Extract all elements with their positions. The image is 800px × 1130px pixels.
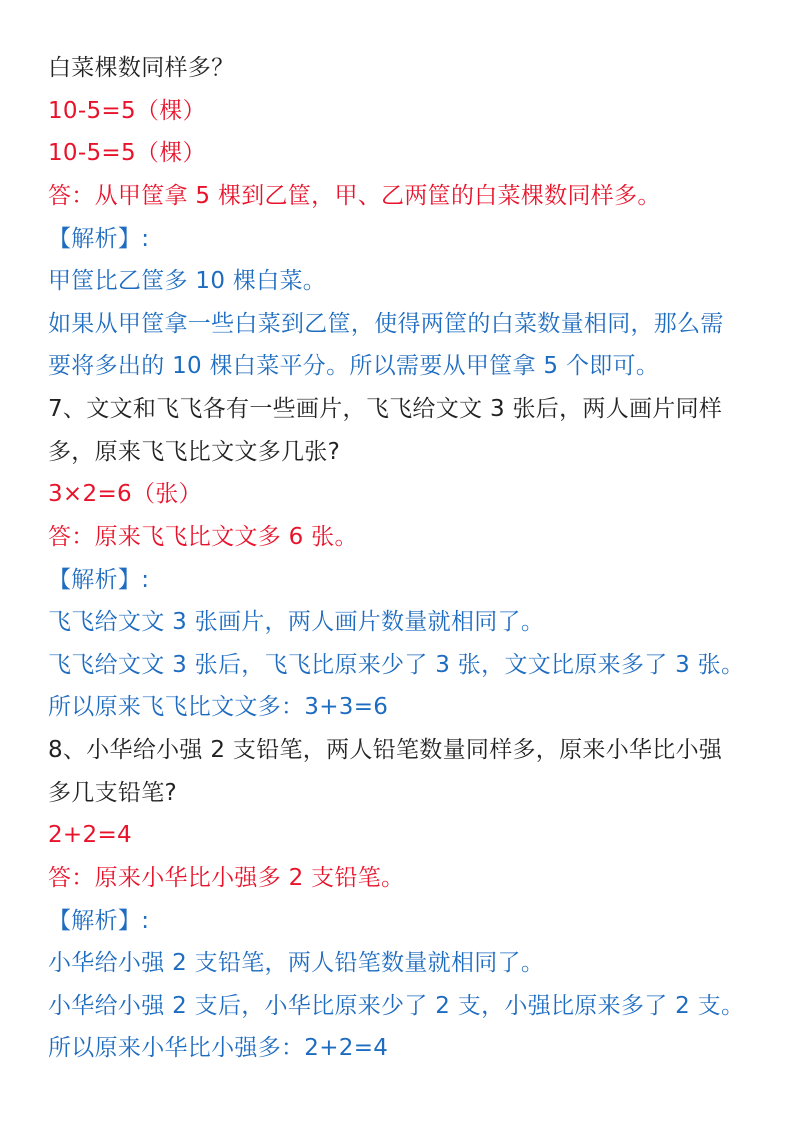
question-7: 7、文文和飞飞各有一些画片，飞飞给文文 3 张后，两人画片同样	[48, 396, 723, 422]
q8-analysis-line: 所以原来小华比小强多：2+2=4	[48, 1035, 389, 1061]
q8-analysis-heading: 【解析】:	[48, 908, 150, 934]
question-7-cont: 多，原来飞飞比文文多几张?	[48, 439, 341, 465]
question-8-cont: 多几支铅笔?	[48, 780, 178, 806]
q6-answer: 答：从甲筐拿 5 棵到乙筐，甲、乙两筐的白菜棵数同样多。	[48, 183, 661, 209]
q6-analysis-line: 甲筐比乙筐多 10 棵白菜。	[48, 268, 327, 294]
q6-calculation-1: 10-5=5（棵）	[48, 98, 206, 124]
q7-analysis-line: 飞飞给文文 3 张后，飞飞比原来少了 3 张，文文比原来多了 3 张。	[48, 652, 745, 678]
q7-answer: 答：原来飞飞比文文多 6 张。	[48, 524, 358, 550]
q8-analysis-line: 小华给小强 2 支铅笔，两人铅笔数量就相同了。	[48, 950, 545, 976]
q6-analysis-line: 要将多出的 10 棵白菜平分。所以需要从甲筐拿 5 个即可。	[48, 353, 660, 379]
q7-analysis-heading: 【解析】:	[48, 567, 150, 593]
q7-calculation: 3×2=6（张）	[48, 481, 202, 507]
q6-calculation-2: 10-5=5（棵）	[48, 140, 206, 166]
q8-analysis-line: 小华给小强 2 支后，小华比原来少了 2 支，小强比原来多了 2 支。	[48, 993, 745, 1019]
q8-calculation: 2+2=4	[48, 822, 132, 848]
q7-analysis-line: 飞飞给文文 3 张画片，两人画片数量就相同了。	[48, 609, 545, 635]
question-8: 8、小华给小强 2 支铅笔，两人铅笔数量同样多，原来小华比小强	[48, 737, 723, 763]
q7-analysis-line: 所以原来飞飞比文文多：3+3=6	[48, 694, 389, 720]
q8-answer: 答：原来小华比小强多 2 支铅笔。	[48, 865, 405, 891]
q6-analysis-line: 如果从甲筐拿一些白菜到乙筐，使得两筐的白菜数量相同，那么需	[48, 311, 724, 337]
question-6-tail: 白菜棵数同样多？	[48, 55, 235, 81]
q6-analysis-heading: 【解析】:	[48, 226, 150, 252]
